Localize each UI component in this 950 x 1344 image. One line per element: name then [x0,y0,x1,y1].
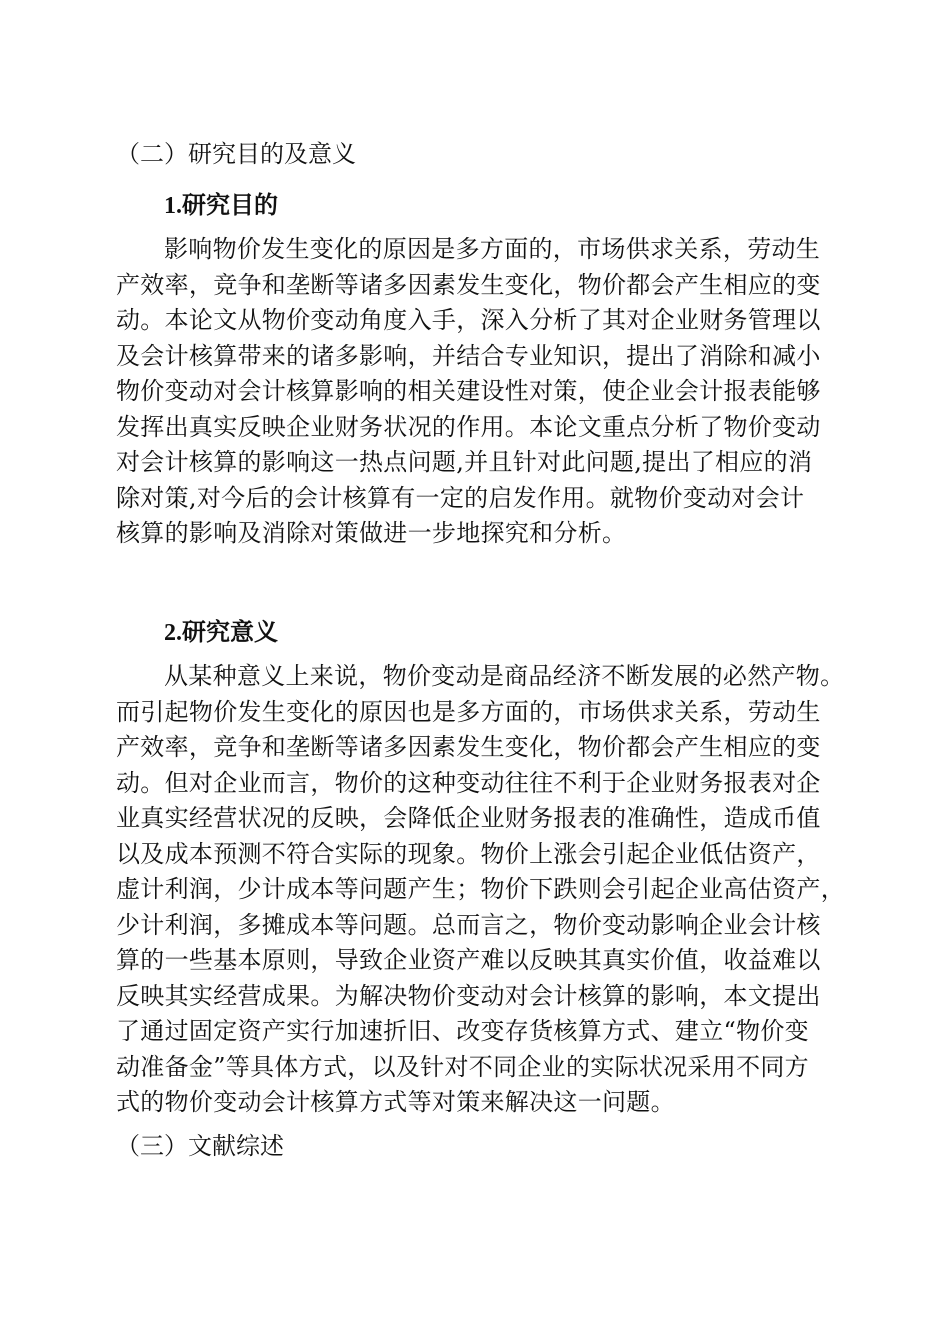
paragraph-line: 产效率，竞争和垄断等诸多因素发生变化，物价都会产生相应的变 [116,733,821,761]
paragraph-line: 产效率，竞争和垄断等诸多因素发生变化，物价都会产生相应的变 [116,270,821,299]
paragraph-line: 物价变动对会计核算影响的相关建设性对策，使企业会计报表能够 [116,377,821,405]
paragraph-line: 式的物价变动会计核算方式等对策来解决这一问题。 [116,1088,675,1116]
paragraph-research-significance [116,659,856,1121]
paragraph-line: 少计利润，多摊成本等问题。总而言之，物价变动影响企业会计核 [116,910,821,939]
paragraph-line: 及会计核算带来的诸多影响，并结合专业知识，提出了消除和减小 [116,341,821,370]
paragraph-line: 以及成本预测不符合实际的现象。物价上涨会引起企业低估资产， [116,839,821,868]
paragraph-line: 从某种意义上来说，物价变动是商品经济不断发展的必然产物。 [164,662,845,690]
paragraph-research-purpose [116,232,856,552]
paragraph-line: 除对策,对今后的会计核算有一定的启发作用。就物价变动对会计 [116,483,805,512]
paragraph-line: 而引起物价发生变化的原因也是多方面的，市场供求关系，劳动生 [116,697,821,726]
paragraph-line: 动准备金”等具体方式，以及针对不同企业的实际状况采用不同方 [116,1052,809,1081]
paragraph-line: 核算的影响及消除对策做进一步地探究和分析。 [116,519,627,547]
paragraph-line: 动。本论文从物价变动角度入手，深入分析了其对企业财务管理以 [116,306,821,334]
paragraph-line: 动。但对企业而言，物价的这种变动往往不利于企业财务报表对企 [116,768,821,797]
section-heading-literature-review: （三）文献综述 [116,1132,284,1160]
paragraph-line: 业真实经营状况的反映，会降低企业财务报表的准确性，造成币值 [116,804,821,832]
paragraph-line: 反映其实经营成果。为解决物价变动对会计核算的影响，本文提出 [116,981,821,1010]
paragraph-line: 影响物价发生变化的原因是多方面的，市场供求关系，劳动生 [164,235,821,263]
paragraph-line: 发挥出真实反映企业财务状况的作用。本论文重点分析了物价变动 [116,412,821,441]
subheading-research-purpose: 1.研究目的 [164,193,278,219]
paragraph-line: 算的一些基本原则，导致企业资产难以反映其真实价值，收益难以 [116,946,821,974]
section-heading-research-purpose-significance: （二）研究目的及意义 [116,140,356,168]
paragraph-line: 虚计利润，少计成本等问题产生；物价下跌则会引起企业高估资产， [116,875,845,903]
paragraph-line: 对会计核算的影响这一热点问题,并且针对此问题,提出了相应的消 [116,448,813,476]
subheading-research-significance: 2.研究意义 [164,620,278,646]
paragraph-line: 了通过固定资产实行加速折旧、改变存货核算方式、建立“物价变 [116,1017,809,1045]
